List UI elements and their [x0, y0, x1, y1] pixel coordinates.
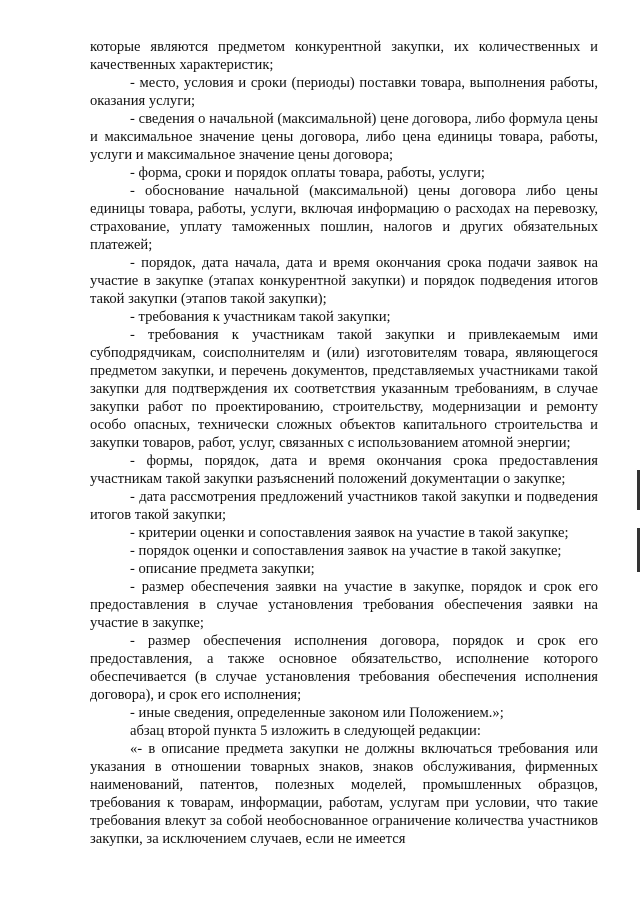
- paragraph: «- в описание предмета закупки не должны включаться требования или указания в отношении товарных знаков, знаков обслуживания, фирменных наименований, патентов, полезных моделей, промышленных образцов, требования к товарам, информации, работам, услугам при условии, что такие требования влекут за собой необоснованное ограничение количества участников закупки, за исключением случаев, если не имеется: [90, 741, 598, 847]
- paragraph: - размер обеспечения заявки на участие в закупке, порядок и срок его предоставления в случае установления требования обеспечения заявки на участие в закупке;: [90, 579, 598, 631]
- paragraph: - обоснование начальной (максимальной) цены договора либо цены единицы товара, работы, услуги, включая информацию о расходах на перевозку, страхование, уплату таможенных пошлин, налогов и других обязательных платежей;: [90, 183, 598, 253]
- paragraph: которые являются предметом конкурентной закупки, их количественных и качественных характеристик;: [90, 39, 598, 73]
- paragraph: абзац второй пункта 5 изложить в следующей редакции:: [130, 723, 481, 739]
- paragraph: - дата рассмотрения предложений участников такой закупки и подведения итогов такой закупки;: [90, 489, 598, 523]
- paragraph: - требования к участникам такой закупки;: [130, 309, 391, 325]
- paragraph: - порядок оценки и сопоставления заявок на участие в такой закупке;: [130, 543, 562, 559]
- paragraph: - требования к участникам такой закупки и привлекаемым ими субподрядчикам, соисполнителям и (или) изготовителям товара, являющегося предметом закупки, и перечень документов, представляемых участниками такой закупки для подтверждения их соответствия указанным требованиям, в случае закупки работ по проектированию, строительству, модернизации и ремонту особо опасных, технически сложных объектов капитального строительства и закупки товаров, работ, услуг, связанных с использованием атомной энергии;: [90, 327, 598, 451]
- paragraph: - иные сведения, определенные законом или Положением.»;: [130, 705, 504, 721]
- paragraph: - формы, порядок, дата и время окончания срока предоставления участникам такой закупки разъяснений положений документации о закупке;: [90, 453, 598, 487]
- paragraph: - порядок, дата начала, дата и время окончания срока подачи заявок на участие в закупке (этапах конкурентной закупки) и порядок подведения итогов такой закупки (этапов такой закупки);: [90, 255, 598, 307]
- paragraph: - место, условия и сроки (периоды) поставки товара, выполнения работы, оказания услуги;: [90, 75, 598, 109]
- paragraph: - форма, сроки и порядок оплаты товара, работы, услуги;: [130, 165, 485, 181]
- paragraph: - размер обеспечения исполнения договора, порядок и срок его предоставления, а также основное обязательство, исполнение которого обеспечивается (в случае установления требования обеспечения исполнения договора), и срок его исполнения;: [90, 633, 598, 703]
- paragraph: - сведения о начальной (максимальной) цене договора, либо формула цены и максимальное значение цены договора, либо цена единицы товара, работы, услуги и максимальное значение цены договора;: [90, 111, 598, 163]
- paragraph: - критерии оценки и сопоставления заявок на участие в такой закупке;: [130, 525, 569, 541]
- paragraph: - описание предмета закупки;: [130, 561, 315, 577]
- document-body: [90, 38, 598, 848]
